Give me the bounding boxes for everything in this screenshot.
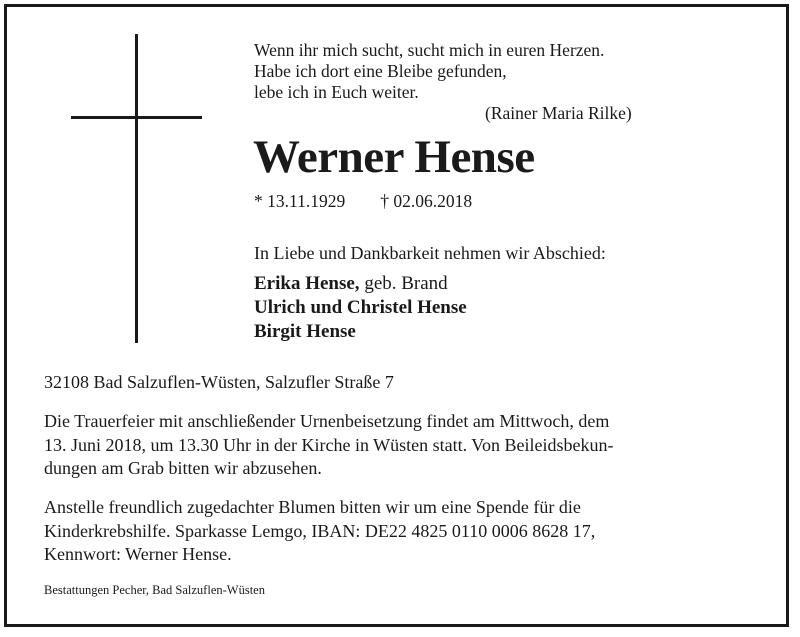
life-dates — [254, 191, 472, 212]
quote-line: lebe ich in Euch weiter. — [254, 82, 419, 102]
birth-date: * 13.11.1929 — [254, 191, 346, 211]
mourner-line — [254, 272, 467, 296]
quote-line: Wenn ihr mich sucht, sucht mich in euren Herzen. — [254, 40, 605, 60]
paragraph-line: dungen am Grab bitten wir abzusehen. — [44, 458, 322, 478]
donation-paragraph — [44, 496, 595, 567]
paragraph-line: Anstelle freundlich zugedachter Blumen bitten wir um eine Spende für die — [44, 497, 581, 517]
paragraph-line: Die Trauerfeier mit anschließender Urnenbeisetzung findet am Mittwoch, dem — [44, 411, 610, 431]
quote-author: (Rainer Maria Rilke) — [485, 103, 632, 123]
quote-line: Habe ich dort eine Bleibe gefunden, — [254, 61, 507, 81]
paragraph-line: Kinderkrebshilfe. Sparkasse Lemgo, IBAN: DE22 4825 0110 0006 8628 17, — [44, 520, 596, 541]
farewell-intro: In Liebe und Dankbarkeit nehmen wir Abschied: — [254, 243, 606, 263]
paragraph-line: Kennwort: Werner Hense. — [44, 544, 232, 564]
mourner-line: Ulrich und Christel Hense — [254, 297, 467, 318]
mourner-maiden-name: geb. Brand — [359, 273, 448, 294]
mourners-list — [254, 272, 467, 344]
quote — [254, 40, 604, 103]
service-paragraph — [44, 410, 613, 481]
paragraph-line: 13. Juni 2018, um 13.30 Uhr in der Kirche in Wüsten statt. Von Beileidsbekun- — [44, 434, 614, 455]
deceased-name: Werner Hense — [253, 131, 535, 183]
mourner-name: Erika Hense, — [254, 273, 360, 294]
cross-icon-vertical — [135, 34, 138, 343]
mourner-line: Birgit Hense — [254, 321, 356, 342]
undertaker: Bestattungen Pecher, Bad Salzuflen-Wüsten — [44, 583, 265, 597]
address: 32108 Bad Salzuflen-Wüsten, Salzufler Straße 7 — [44, 372, 394, 392]
cross-icon-horizontal — [71, 116, 202, 119]
death-date: † 02.06.2018 — [380, 191, 473, 211]
